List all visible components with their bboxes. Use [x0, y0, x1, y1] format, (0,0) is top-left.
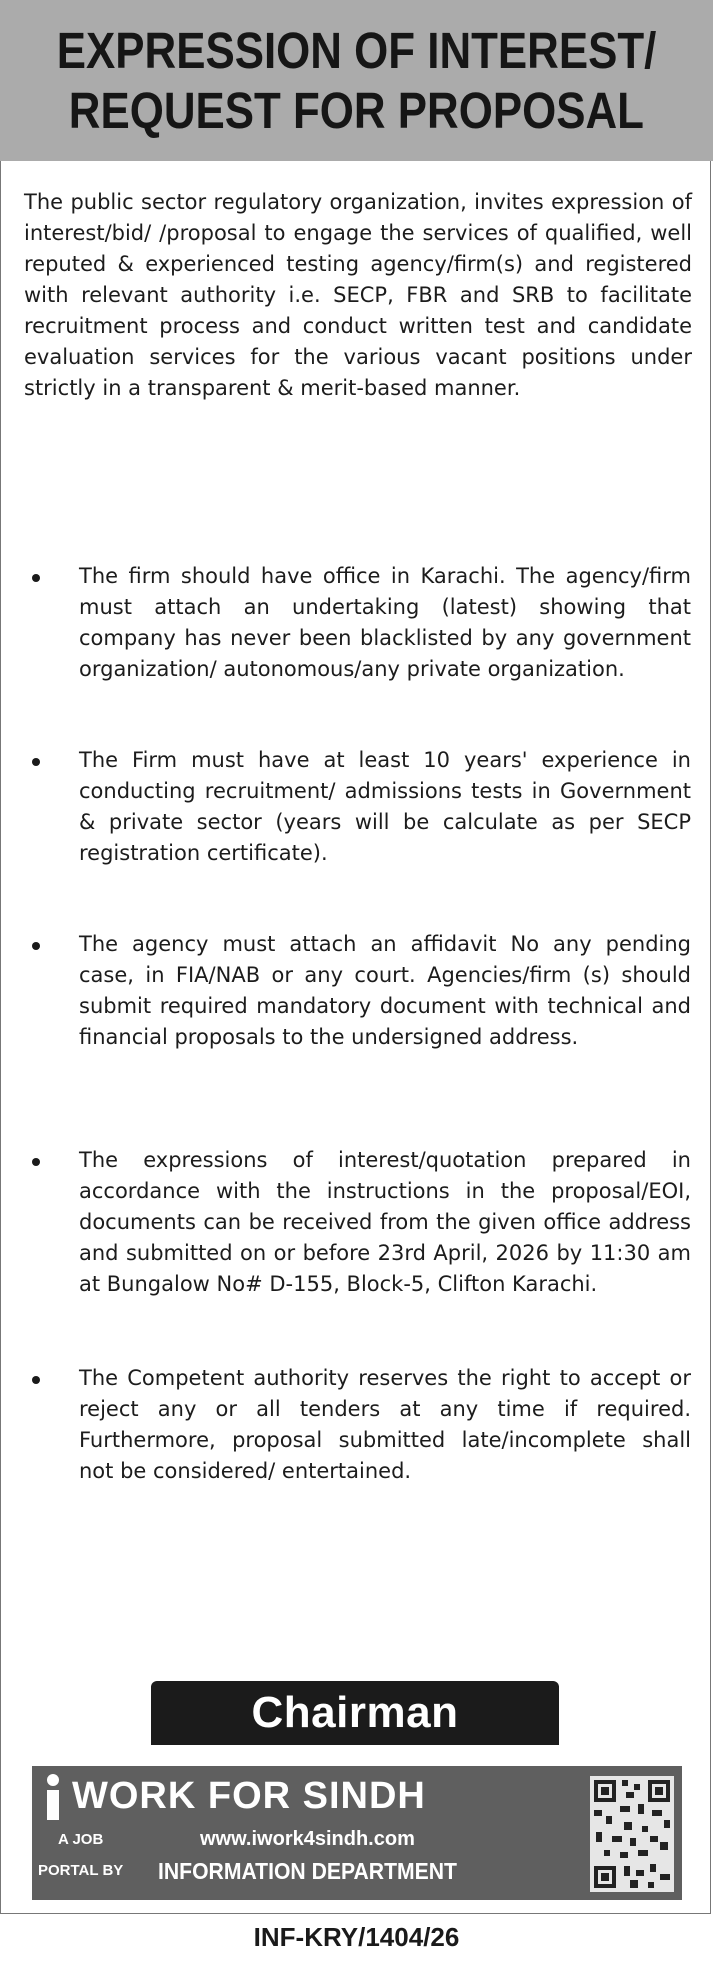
banner-department: INFORMATION DEPARTMENT: [158, 1858, 457, 1884]
banner-url: www.iwork4sindh.com: [200, 1828, 415, 1850]
bullet-icon: [32, 1376, 40, 1384]
reference-number: INF-KRY/1404/26: [253, 1922, 460, 1952]
iwork4sindh-banner: [32, 1766, 682, 1900]
list-item-text: The firm should have office in Karachi. The agency/firm must attach an undertaking (latest) showing that company has never been blacklisted by any government organization/ autonomous/any private organization.: [79, 564, 691, 681]
signatory-label: Chairman: [151, 1681, 559, 1745]
intro-paragraph: The public sector regulatory organization, invites expression of interest/bid/ /proposal to engage the services of qualified, well reputed & experienced testing agency/firm(s) and registered with relevant authority i.e. SECP, FBR and SRB to facilitate recruitment process and conduct written test and candidate evaluation services for the various vacant positions under strictly in a transparent & merit-based manner.: [24, 190, 692, 400]
title-line-2: REQUEST FOR PROPOSAL: [68, 81, 645, 139]
notice-body: [0, 161, 711, 1914]
banner-tagline-1: A JOB: [58, 1831, 104, 1848]
banner-tagline-2: PORTAL BY: [38, 1862, 124, 1879]
title-band: [0, 0, 713, 161]
title-line-1: EXPRESSION OF INTEREST/: [56, 21, 657, 79]
banner-title: WORK FOR SINDH: [72, 1775, 426, 1817]
list-item-text: The agency must attach an affidavit No any pending case, in FIA/NAB or any court. Agencies/firm (s) should submit required mandatory document with technical and financial proposals to the undersigned address.: [79, 932, 691, 1049]
bullet-icon: [32, 1158, 40, 1166]
list-item-text: The expressions of interest/quotation prepared in accordance with the instructions in the proposal/EOI, documents can be received from the given office address and submitted on or before 23rd April, 2026 by 11:30 am at Bungalow No# D-155, Block-5, Clifton Karachi.: [79, 1148, 691, 1296]
i-logo-icon: [38, 1772, 68, 1822]
bullet-icon: [32, 574, 40, 582]
bullet-icon: [32, 758, 40, 766]
bullet-icon: [32, 942, 40, 950]
qr-code-icon: [590, 1776, 674, 1892]
list-item-text: The Competent authority reserves the right to accept or reject any or all tenders at any time if required. Furthermore, proposal submitted late/incomplete shall not be considered/ entertained.: [79, 1366, 691, 1483]
list-item-text: The Firm must have at least 10 years' experience in conducting recruitment/ admissions tests in Government & private sector (years will be calculate as per SECP registration certificate).: [79, 748, 691, 865]
